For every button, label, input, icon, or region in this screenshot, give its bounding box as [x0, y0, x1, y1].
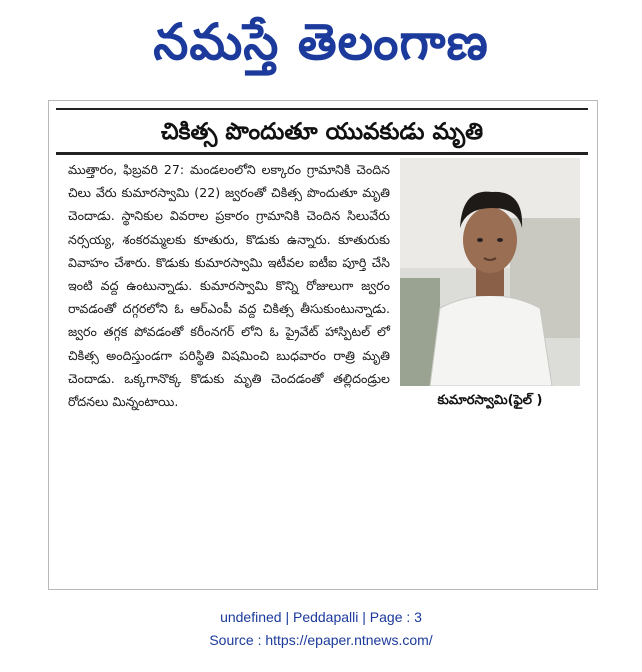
article-headline: చికిత్స పొందుతూ యువకుడు మృతి — [160, 119, 484, 145]
photo-caption: కుమారస్వామి(ఫైల్ ) — [437, 393, 543, 408]
person-photo-illustration — [400, 158, 580, 386]
headline-top-rule — [56, 108, 588, 110]
article-photo-block — [400, 158, 580, 420]
source-link[interactable]: Source : https://epaper.ntnews.com/ — [209, 632, 433, 648]
article-photo — [400, 158, 580, 386]
article-body-column — [68, 158, 580, 420]
masthead-logo — [0, 6, 642, 78]
masthead-title: నమస్తే తెలంగాణ — [153, 12, 489, 71]
headline-bottom-rule — [56, 152, 588, 155]
edition-info: undefined | Peddapalli | Page : 3 — [220, 609, 422, 625]
article-body-text: ముత్తారం, ఫిబ్రవరి 27: మండలంలోని లక్కారం గ్రామానికి చెందిన చిలు వేరు కుమారస్వామి (22) జ్వరంతో చికిత్స పొందుతూ మృతి చెందాడు. స్థానికుల వివరాల ప్రకారం గ్రామానికి చెందిన సిలువేరు నర్సయ్య, శంకరమ్మలకు కూతురు, కొడుకు ఉన్నారు. కూతురుకు వివాహం చేశారు. కొడుకు కుమారస్వామి ఇటీవల ఐటీఐ పూర్తి చేసి ఇంటి వద్ద ఉంటున్నాడు. కుమారస్వామి కొన్ని రోజులుగా జ్వరం రావడంతో దగ్గరలోని ఓ ఆర్ఎంపీ వద్ద చికిత్స తీసుకుంటున్నాడు. జ్వరం తగ్గక పోవడంతో కరీంనగర్ లోని ఓ ప్రైవేట్ హాస్పిటల్ లో చికిత్స అందిస్తుండగా పరిస్థితి విషమించి బుధవారం రాత్రి మృతి చెందాడు. ఒక్కగానొక్క కొడుకు మృతి చెందడంతో తల్లిదండ్రుల రోదనలు మిన్నంటాయి. — [68, 162, 390, 410]
